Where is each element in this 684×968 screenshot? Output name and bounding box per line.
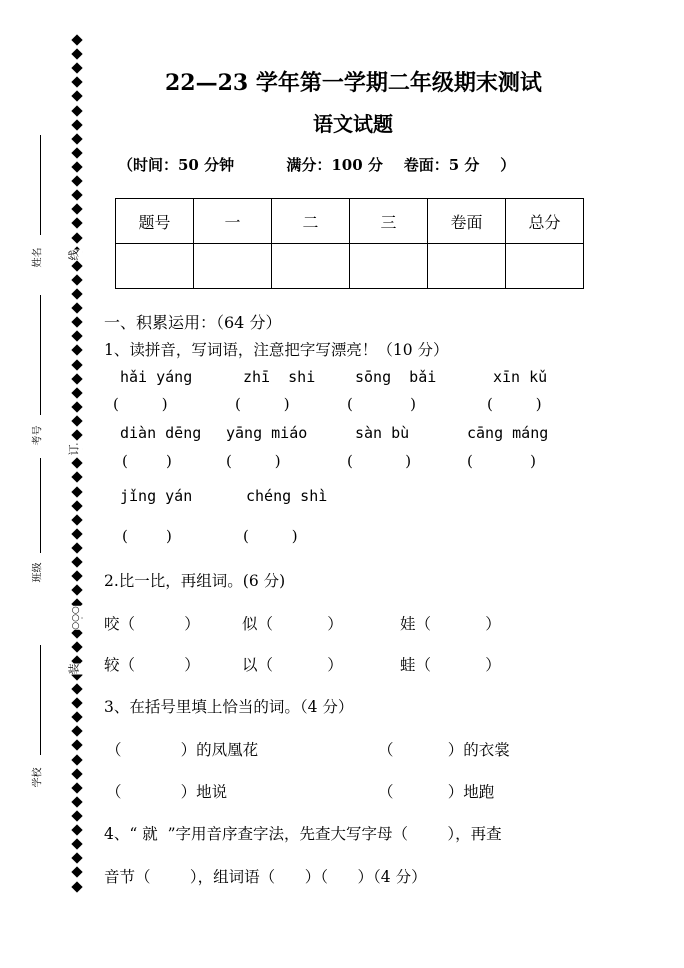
diamond-mark: [71, 839, 82, 850]
pinyin-diandeng: diàn dēng: [120, 424, 202, 442]
diamond-mark: [71, 528, 82, 539]
diamond-mark: [71, 401, 82, 412]
answer-box[interactable]: ( ): [235, 395, 290, 413]
diamond-mark: [71, 458, 82, 469]
score-table: [115, 198, 584, 289]
diamond-mark: [71, 274, 82, 285]
diamond-mark: [71, 570, 82, 581]
q2-item-wa-frog[interactable]: 蛙（ ）: [400, 656, 501, 674]
name-line: [40, 135, 41, 235]
answer-box[interactable]: ( ): [122, 452, 172, 470]
q1-title: 1、读拼音，写词语，注意把字写漂亮！（10 分）: [104, 341, 449, 359]
diamond-mark: [71, 500, 82, 511]
diamond-mark: [71, 712, 82, 723]
diamond-mark: [71, 429, 82, 440]
score-cell[interactable]: [506, 244, 584, 289]
diamond-mark: [71, 288, 82, 299]
score-header-2: 二: [272, 199, 350, 244]
q2-title: 2.比一比，再组词。(6 分): [104, 572, 286, 590]
section1-title: 一、积累运用：（64 分）: [104, 313, 282, 332]
diamond-mark: [71, 782, 82, 793]
diamond-mark: [71, 105, 82, 116]
diamond-mark: [71, 317, 82, 328]
pinyin-sanbu: sàn bù: [355, 424, 410, 442]
q3-item-yishang[interactable]: （ ）的衣裳: [378, 741, 510, 759]
diamond-mark: [71, 867, 82, 878]
score-header-neatness: 卷面: [428, 199, 506, 244]
exam-title: 22—23 学年第一学期二年级期末测试: [165, 70, 542, 96]
q2-item-jiao[interactable]: 较（ ）: [104, 656, 200, 674]
diamond-mark: [71, 726, 82, 737]
pinyin-songbai: sōng bǎi: [355, 368, 437, 386]
q3-item-fenghuanghua[interactable]: （ ）的凤凰花: [106, 741, 259, 759]
diamond-mark: [71, 542, 82, 553]
q2-item-si[interactable]: 似（ ）: [242, 615, 343, 633]
binding-char-bind: 装: [65, 664, 83, 675]
diamond-mark: [71, 161, 82, 172]
diamond-mark: [71, 373, 82, 384]
diamond-mark: [71, 91, 82, 102]
diamond-mark: [71, 232, 82, 243]
answer-box[interactable]: ( ): [347, 395, 416, 413]
answer-box[interactable]: ( ): [226, 452, 281, 470]
diamond-mark: [71, 810, 82, 821]
answer-box[interactable]: ( ): [243, 527, 298, 545]
name-label: 姓名: [32, 247, 44, 268]
diamond-mark: [71, 415, 82, 426]
score-header-number: 题号: [116, 199, 194, 244]
diamond-mark: [71, 359, 82, 370]
pinyin-chengshi: chéng shì: [246, 487, 328, 505]
diamond-mark: [71, 472, 82, 483]
score-header-total: 总分: [506, 199, 584, 244]
diamond-mark: [71, 585, 82, 596]
diamond-mark: [71, 683, 82, 694]
score-header-3: 三: [350, 199, 428, 244]
diamond-mark: [71, 48, 82, 59]
diamond-mark: [71, 204, 82, 215]
pinyin-jingyan: jǐng yán: [120, 487, 193, 505]
diamond-mark: [71, 697, 82, 708]
answer-box[interactable]: ( ): [122, 527, 172, 545]
diamond-mark: [71, 796, 82, 807]
answer-box[interactable]: ( ): [113, 395, 168, 413]
diamond-mark: [71, 147, 82, 158]
diamond-mark: [71, 218, 82, 229]
binding-char-staple: 订: [65, 445, 83, 456]
score-cell[interactable]: [194, 244, 272, 289]
diamond-mark: [71, 63, 82, 74]
pinyin-yangmiao: yāng miáo: [226, 424, 308, 442]
diamond-mark: [71, 119, 82, 130]
score-cell[interactable]: [272, 244, 350, 289]
diamond-mark: [71, 260, 82, 271]
school-label: 学校: [32, 767, 44, 788]
diamond-mark: [71, 34, 82, 45]
pinyin-xinku: xīn kǔ: [493, 368, 548, 386]
score-cell[interactable]: [116, 244, 194, 289]
diamond-mark: [71, 556, 82, 567]
pinyin-zhishi: zhī shi: [243, 368, 316, 386]
exam-info: （时间：50 分钟 满分：100 分 卷面：5 分 ）: [118, 156, 516, 174]
diamond-mark: [71, 486, 82, 497]
exam-number-label: 考号: [32, 425, 44, 446]
diamond-mark: [71, 345, 82, 356]
pinyin-haiyang: hǎi yáng: [120, 368, 193, 386]
answer-box[interactable]: ( ): [467, 452, 536, 470]
diamond-mark: [71, 387, 82, 398]
binding-char-line: 线: [65, 250, 83, 261]
score-cell[interactable]: [350, 244, 428, 289]
diamond-mark: [71, 768, 82, 779]
exam-subtitle: 语文试题: [313, 112, 393, 136]
q4-line2: 音节（ ），组词语（ ）（ ）（4 分）: [104, 868, 427, 886]
pinyin-cangmang: cāng máng: [467, 424, 549, 442]
binding-diamond-border: [70, 36, 84, 897]
answer-box[interactable]: ( ): [487, 395, 542, 413]
diamond-mark: [71, 641, 82, 652]
q3-title: 3、在括号里填上恰当的词。（4 分）: [104, 698, 354, 716]
q2-item-yao[interactable]: 咬（ ）: [104, 615, 200, 633]
diamond-mark: [71, 740, 82, 751]
diamond-mark: [71, 77, 82, 88]
class-line: [40, 458, 41, 553]
score-cell[interactable]: [428, 244, 506, 289]
class-label: 班级: [32, 562, 44, 583]
diamond-mark: [71, 302, 82, 313]
diamond-mark: [71, 881, 82, 892]
school-line: [40, 645, 41, 755]
answer-box[interactable]: ( ): [347, 452, 412, 470]
score-header-1: 一: [194, 199, 272, 244]
q4-line1: 4、“ 就 ”字用音序查字法，先查大写字母（ ），再查: [104, 825, 502, 843]
diamond-mark: [71, 514, 82, 525]
diamond-mark: [71, 853, 82, 864]
diamond-mark: [71, 133, 82, 144]
diamond-mark: [71, 190, 82, 201]
q3-item-dipao[interactable]: （ ）地跑: [378, 783, 495, 801]
diamond-mark: [71, 331, 82, 342]
diamond-mark: [71, 175, 82, 186]
q2-item-wa[interactable]: 娃（ ）: [400, 615, 501, 633]
binding-circle-marks: ○○○: [70, 606, 81, 630]
q3-item-dishuo[interactable]: （ ）地说: [106, 783, 228, 801]
diamond-mark: [71, 824, 82, 835]
q2-item-yi[interactable]: 以（ ）: [242, 656, 343, 674]
exam-number-line: [40, 295, 41, 415]
diamond-mark: [71, 754, 82, 765]
